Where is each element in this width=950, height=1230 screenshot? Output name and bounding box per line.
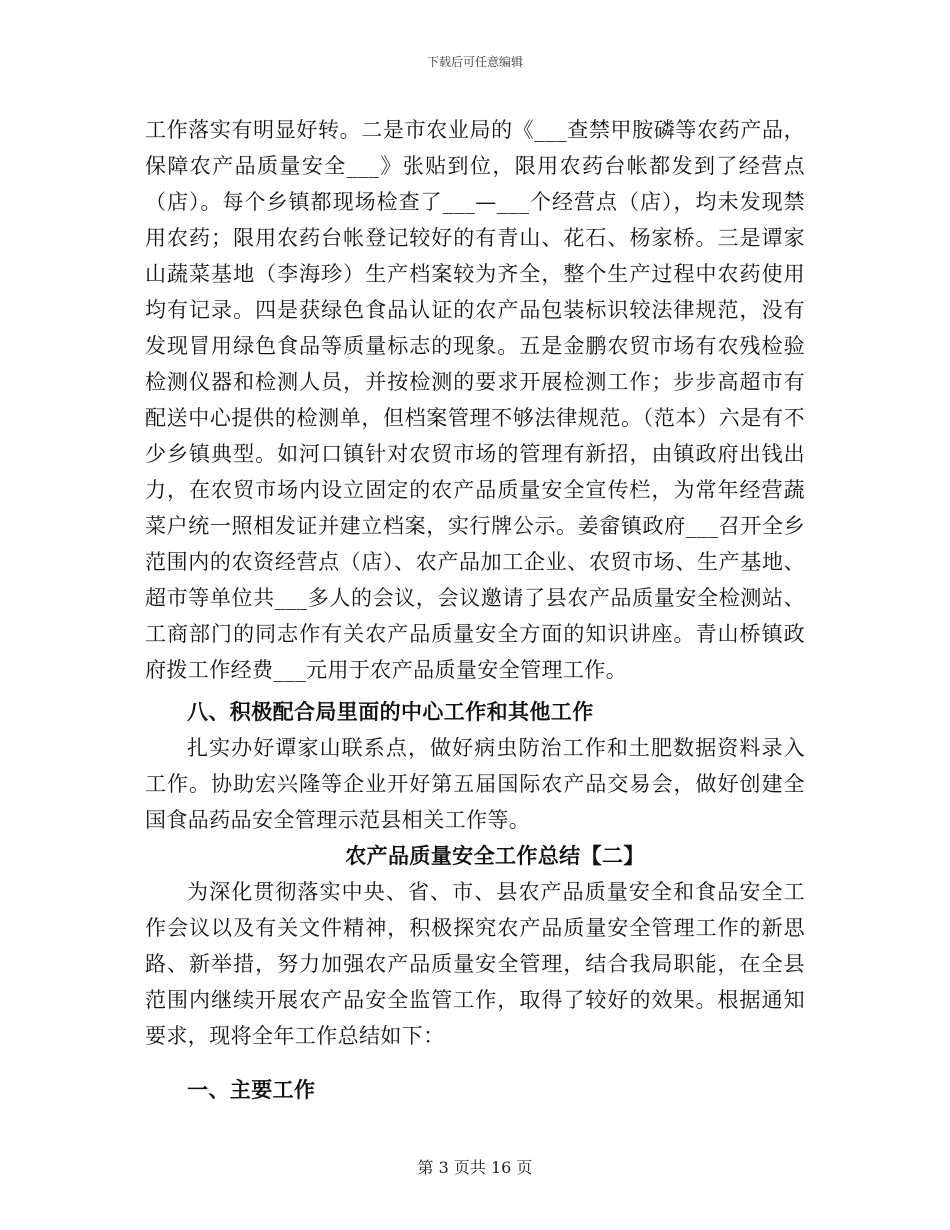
section-heading-8: 八、积极配合局里面的中心工作和其他工作 <box>187 699 594 724</box>
body-paragraph-section-8: 扎实办好谭家山联系点，做好病虫防治工作和土肥数据资料录入工作。协助宏兴隆等企业开好第五届国际农产品交易会，做好创建全国食品药品安全管理示范县相关工作等。 <box>145 736 805 832</box>
body-paragraph-continued: 工作落实有明显好转。二是市农业局的《___查禁甲胺磷等农药产品，保障农产品质量安全___》张贴到位，限用农药台帐都发到了经营点（店）。每个乡镇都现场检查了___—___个经营点（店），均未发现禁用农药；限用农药台帐登记较好的有青山、花石、杨家桥。三是谭家山蔬菜基地（李海珍）生产档案较为齐全，整个生产过程中农药使用均有记录。四是获绿色食品认证的农产品包装标识较法律规范，没有发现冒用绿色食品等质量标志的现象。五是金鹏农贸市场有农残检验检测仪器和检测人员，并按检测的要求开展检测工作；步步高超市有配送中心提供的检测单，但档案管理不够法律规范。（范本）六是有不少乡镇典型。如河口镇针对农贸市场的管理有新招，由镇政府出钱出力，在农贸市场内设立固定的农产品质量安全宣传栏，为常年经营蔬菜户统一照相发证并建立档案，实行牌公示。姜畲镇政府___召开全乡范围内的农资经营点（店）、农产品加工企业、农贸市场、生产基地、超市等单位共___多人的会议，会议邀请了县农产品质量安全检测站、工商部门的同志作有关农产品质量安全方面的知识讲座。青山桥镇政府拨工作经费___元用于农产品质量安全管理工作。 <box>145 118 805 682</box>
body-paragraph-intro: 为深化贯彻落实中央、省、市、县农产品质量安全和食品安全工作会议以及有关文件精神，积极探究农产品质量安全管理工作的新思路、新举措，努力加强农产品质量安全管理，结合我局职能，在全县范围内继续开展农产品安全监管工作，取得了较好的效果。根据通知要求，现将全年工作总结如下： <box>145 880 805 1048</box>
page-number: 第 3 页共 16 页 <box>417 1158 533 1177</box>
document-subtitle: 农产品质量安全工作总结【二】 <box>345 843 645 868</box>
header-note: 下载后可任意编辑 <box>426 55 523 69</box>
section-heading-1: 一、主要工作 <box>187 1077 316 1102</box>
document-body <box>145 112 805 1108</box>
